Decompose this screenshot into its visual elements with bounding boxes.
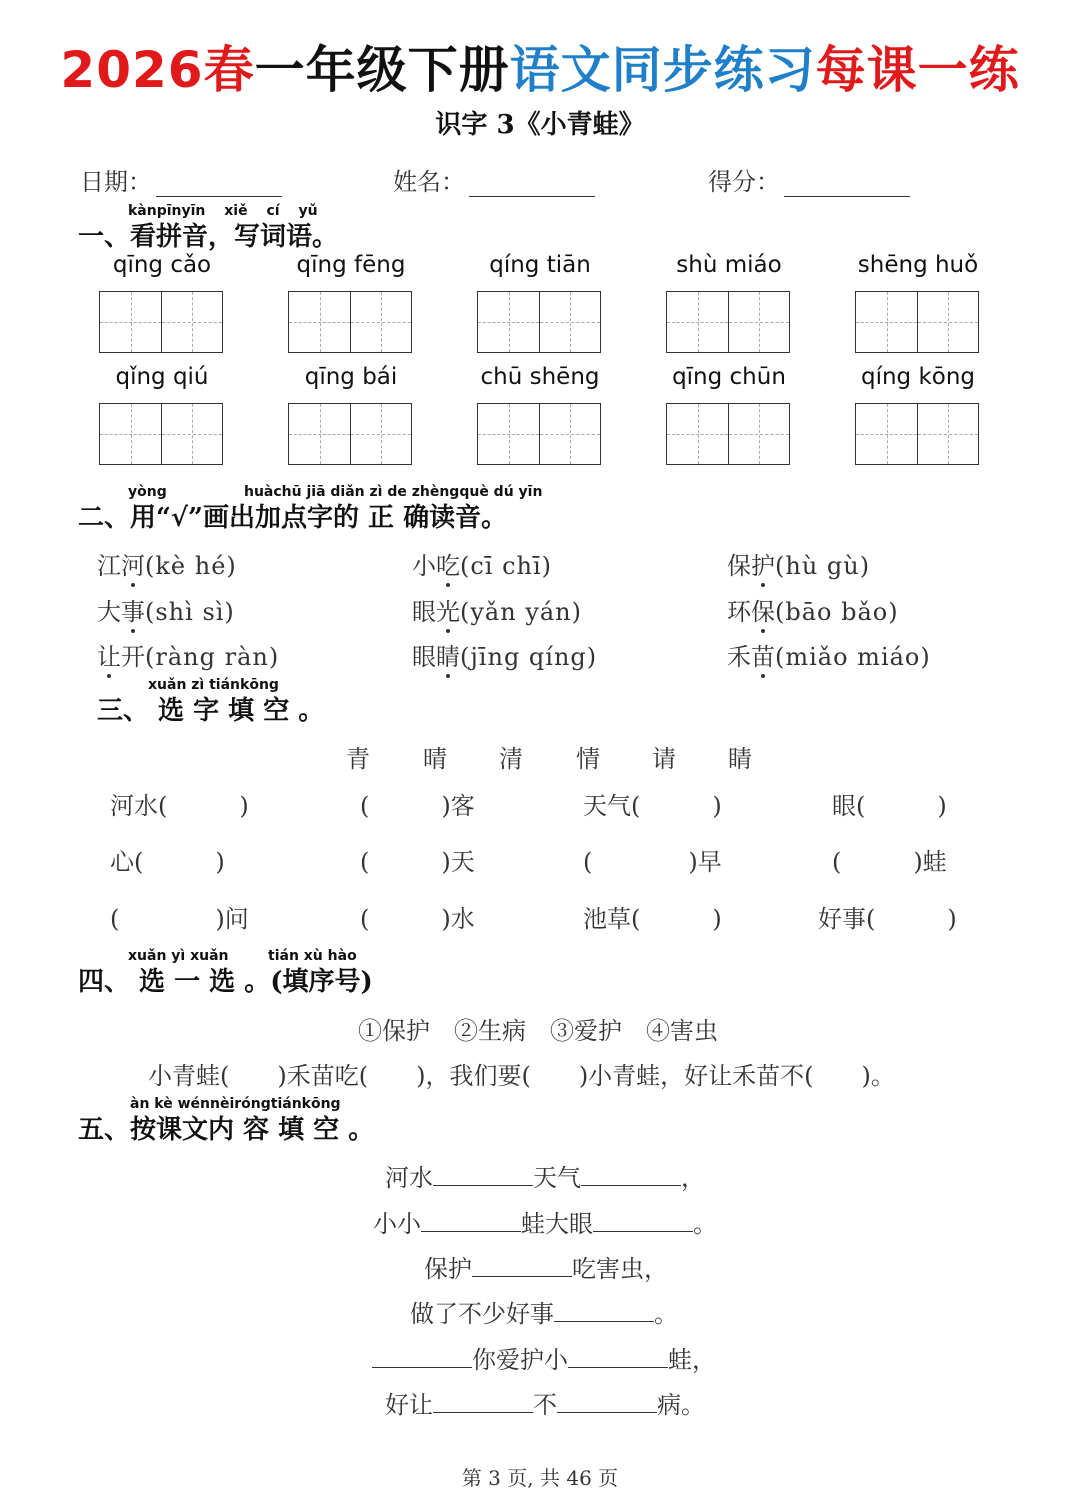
- choice-char: 晴: [423, 745, 447, 773]
- pinyin-label: chū shēng: [480, 364, 600, 390]
- fill-item[interactable]: ( )天: [360, 848, 475, 876]
- writing-grid[interactable]: [99, 403, 223, 465]
- choice-char: 请: [652, 745, 676, 773]
- reading-item: 禾苗(miǎo miáo): [727, 637, 931, 672]
- section2-title: 二、用“√”画出加点字的 正 确读音。: [78, 503, 508, 533]
- fill-item[interactable]: 天气( ): [583, 792, 722, 820]
- pinyin-label: qīng bái: [304, 364, 398, 390]
- choice-char: 青: [346, 745, 370, 773]
- answer-blank[interactable]: [433, 1163, 533, 1186]
- score-label: 得分：: [708, 168, 780, 196]
- answer-blank[interactable]: [557, 1390, 657, 1413]
- answer-blank[interactable]: [593, 1209, 693, 1232]
- reading-item: 眼光(yǎn yán): [412, 592, 582, 627]
- lesson-subtitle: 识字 3《小青蛙》: [435, 110, 645, 140]
- choice-char: 睛: [728, 745, 752, 773]
- name-blank[interactable]: [469, 172, 595, 197]
- writing-grid[interactable]: [477, 403, 601, 465]
- answer-blank[interactable]: [472, 1254, 572, 1277]
- reading-item: 江河(kè hé): [97, 546, 237, 581]
- fill-item[interactable]: 池草( ): [583, 905, 722, 933]
- section1-title: 一、看拼音，写词语。: [78, 222, 339, 252]
- pinyin-label: qīng chūn: [672, 364, 786, 390]
- section3-title: 三、 选 字 填 空 。: [97, 696, 325, 726]
- fill-item[interactable]: ( )早: [583, 848, 722, 876]
- reading-item: 小吃(cī chī): [412, 546, 552, 581]
- pinyin-label: qīng fēng: [296, 252, 406, 278]
- pinyin-label: shēng huǒ: [857, 252, 979, 278]
- poem-line: 做了不少好事 。: [410, 1300, 678, 1328]
- answer-blank[interactable]: [581, 1163, 681, 1186]
- page-title: [0, 30, 1080, 102]
- section2-pinyin-rest: huàchū jiā diǎn zì de zhèngquè dú yīn: [244, 484, 543, 500]
- pinyin-label: qíng tiān: [489, 252, 591, 278]
- writing-grid[interactable]: [855, 403, 979, 465]
- section3-pinyin: xuǎn zì tiánkōng: [148, 677, 279, 693]
- reading-item: 环保(bāo bǎo): [727, 592, 899, 627]
- option-list: ①保护 ②生病 ③爱护 ④害虫: [358, 1017, 718, 1045]
- section4-pinyin-select: xuǎn yì xuǎn: [128, 948, 229, 964]
- reading-item: 让开(ràng ràn): [97, 637, 279, 672]
- fill-item[interactable]: ( )蛙: [832, 848, 947, 876]
- writing-grid[interactable]: [666, 291, 790, 353]
- section4-pinyin-fill: tián xù hào: [268, 948, 357, 964]
- writing-grid[interactable]: [666, 403, 790, 465]
- answer-blank[interactable]: [568, 1345, 668, 1368]
- title-part-lesson: 每课一练: [815, 41, 1020, 99]
- poem-line: 小小 蛙大眼 。: [373, 1210, 717, 1238]
- poem-line: 好让 不 病。: [385, 1391, 705, 1419]
- section5-title: 五、按课文内 容 填 空 。: [78, 1115, 375, 1145]
- title-part-grade: 一年级下册: [254, 41, 510, 99]
- writing-grid[interactable]: [288, 291, 412, 353]
- writing-grid[interactable]: [855, 291, 979, 353]
- poem-line: 你爱护小 蛙，: [372, 1340, 716, 1375]
- poem-line: 河水 天气 ，: [385, 1164, 705, 1192]
- writing-grid[interactable]: [99, 291, 223, 353]
- fill-item[interactable]: 好事( ): [818, 905, 957, 933]
- date-field: [80, 162, 282, 197]
- section5-pinyin: àn kè wénnèiróngtiánkōng: [130, 1096, 341, 1112]
- fill-item[interactable]: 河水( ): [110, 792, 249, 820]
- title-part-year: 2026春: [60, 41, 255, 99]
- fill-item[interactable]: ( )客: [360, 792, 475, 820]
- page-number: 第 3 页, 共 46 页: [461, 1466, 619, 1490]
- fill-sentence[interactable]: 小青蛙( )禾苗吃( )，我们要( )小青蛙，好让禾苗不( )。: [148, 1062, 895, 1090]
- fill-item[interactable]: 心( ): [110, 848, 225, 876]
- pinyin-label: qīng cǎo: [112, 252, 212, 278]
- writing-grid[interactable]: [288, 403, 412, 465]
- date-label: 日期：: [80, 168, 152, 196]
- pinyin-label: shù miáo: [676, 252, 782, 278]
- fill-item[interactable]: ( )问: [110, 905, 249, 933]
- fill-item[interactable]: 眼( ): [832, 792, 947, 820]
- pinyin-label: qǐng qiú: [115, 364, 209, 390]
- section2-pinyin-use: yòng: [128, 484, 167, 500]
- name-field: [393, 162, 595, 197]
- fill-item[interactable]: ( )水: [360, 905, 475, 933]
- answer-blank[interactable]: [433, 1390, 533, 1413]
- title-part-subject: 语文同步练习: [509, 41, 816, 99]
- choice-char: 清: [499, 745, 523, 773]
- answer-blank[interactable]: [372, 1345, 472, 1368]
- answer-blank[interactable]: [421, 1209, 521, 1232]
- name-label: 姓名：: [393, 168, 465, 196]
- reading-item: 眼睛(jīng qíng): [412, 637, 597, 672]
- answer-blank[interactable]: [554, 1299, 654, 1322]
- section1-pinyin: kànpīnyīn xiě cí yǔ: [128, 203, 318, 219]
- section4-title: 四、 选 一 选 。(填序号): [78, 967, 373, 997]
- writing-grid[interactable]: [477, 291, 601, 353]
- reading-item: 大事(shì sì): [97, 592, 235, 627]
- score-blank[interactable]: [784, 172, 910, 197]
- pinyin-label: qíng kōng: [860, 364, 976, 390]
- poem-line: 保护 吃害虫，: [424, 1255, 668, 1283]
- date-blank[interactable]: [156, 172, 282, 197]
- reading-item: 保护(hù gù): [727, 546, 870, 581]
- choice-char: 情: [576, 745, 600, 773]
- score-field: [708, 162, 910, 197]
